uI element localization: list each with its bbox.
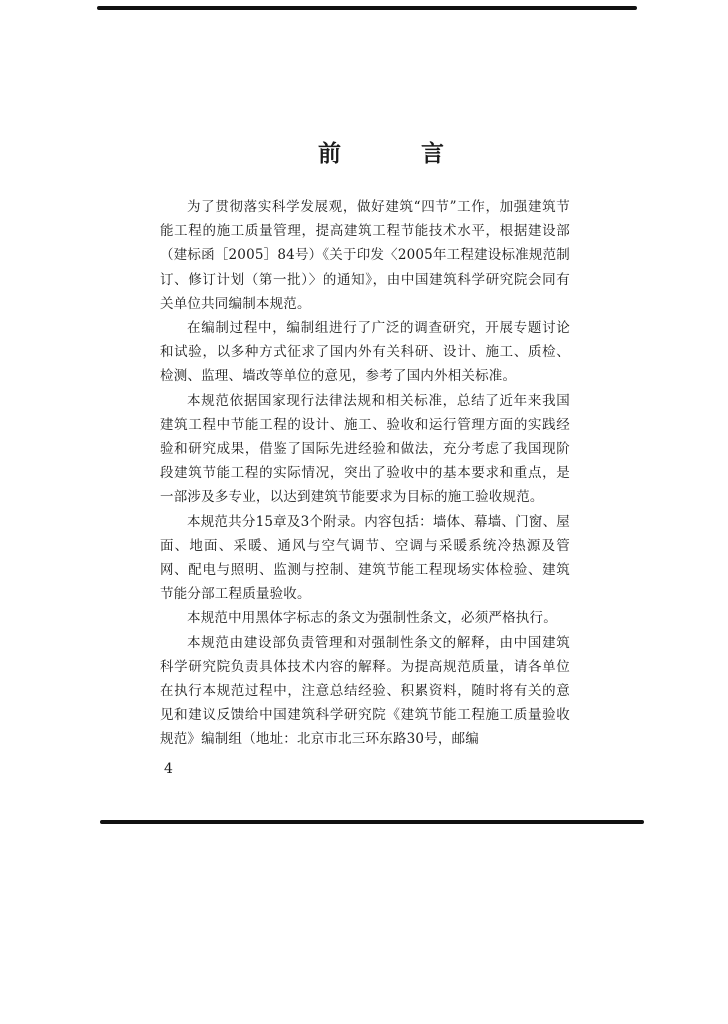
paragraph-5: 本规范中用黑体字标志的条文为强制性条文，必须严格执行。 <box>187 610 557 627</box>
bottom-rule <box>100 820 644 824</box>
paragraph-2: 在编制过程中，编制组进行了广泛的调查研究，开展专题讨论和试验，以多种方式征求了国内外有关科研、设计、施工、质检、检测、监理、墙改等单位的意见，参考了国内外相关标准。 <box>160 320 570 385</box>
page-number: 4 <box>164 761 173 777</box>
page-title: 前 言 <box>318 141 481 167</box>
paragraph-6: 本规范由建设部负责管理和对强制性条文的解释，由中国建筑科学研究院负责具体技术内容的解释。为提高规范质量，请各单位在执行本规范过程中，注意总结经验、积累资料，随时将有关的意见和建议反馈给中国建筑科学研究院《建筑节能工程施工质量验收规范》编制组（地址：北京市北三环东路30号，邮编 <box>160 634 570 748</box>
paragraph-3: 本规范依据国家现行法律法规和相关标准，总结了近年来我国建筑工程中节能工程的设计、施工、验收和运行管理方面的实践经验和研究成果，借鉴了国际先进经验和做法，充分考虑了我国现阶段建筑节能工程的实际情况，突出了验收中的基本要求和重点，是一部涉及多专业，以达到建筑节能要求为目标的施工验收规范。 <box>160 392 570 506</box>
paragraph-4: 本规范共分15章及3个附录。内容包括：墙体、幕墙、门窗、屋面、地面、采暖、通风与空气调节、空调与采暖系统冷热源及管网、配电与照明、监测与控制、建筑节能工程现场实体检验、建筑节能分部工程质量验收。 <box>160 513 570 603</box>
paragraph-1: 为了贯彻落实科学发展观，做好建筑“四节”工作，加强建筑节能工程的施工质量管理，提高建筑工程节能技术水平，根据建设部（建标函［2005］84号）《关于印发〈2005年工程建设标准规范制订、修订计划（第一批）〉的通知》，由中国建筑科学研究院会同有关单位共同编制本规范。 <box>160 199 570 312</box>
top-rule <box>97 6 637 10</box>
body-text <box>160 195 570 752</box>
